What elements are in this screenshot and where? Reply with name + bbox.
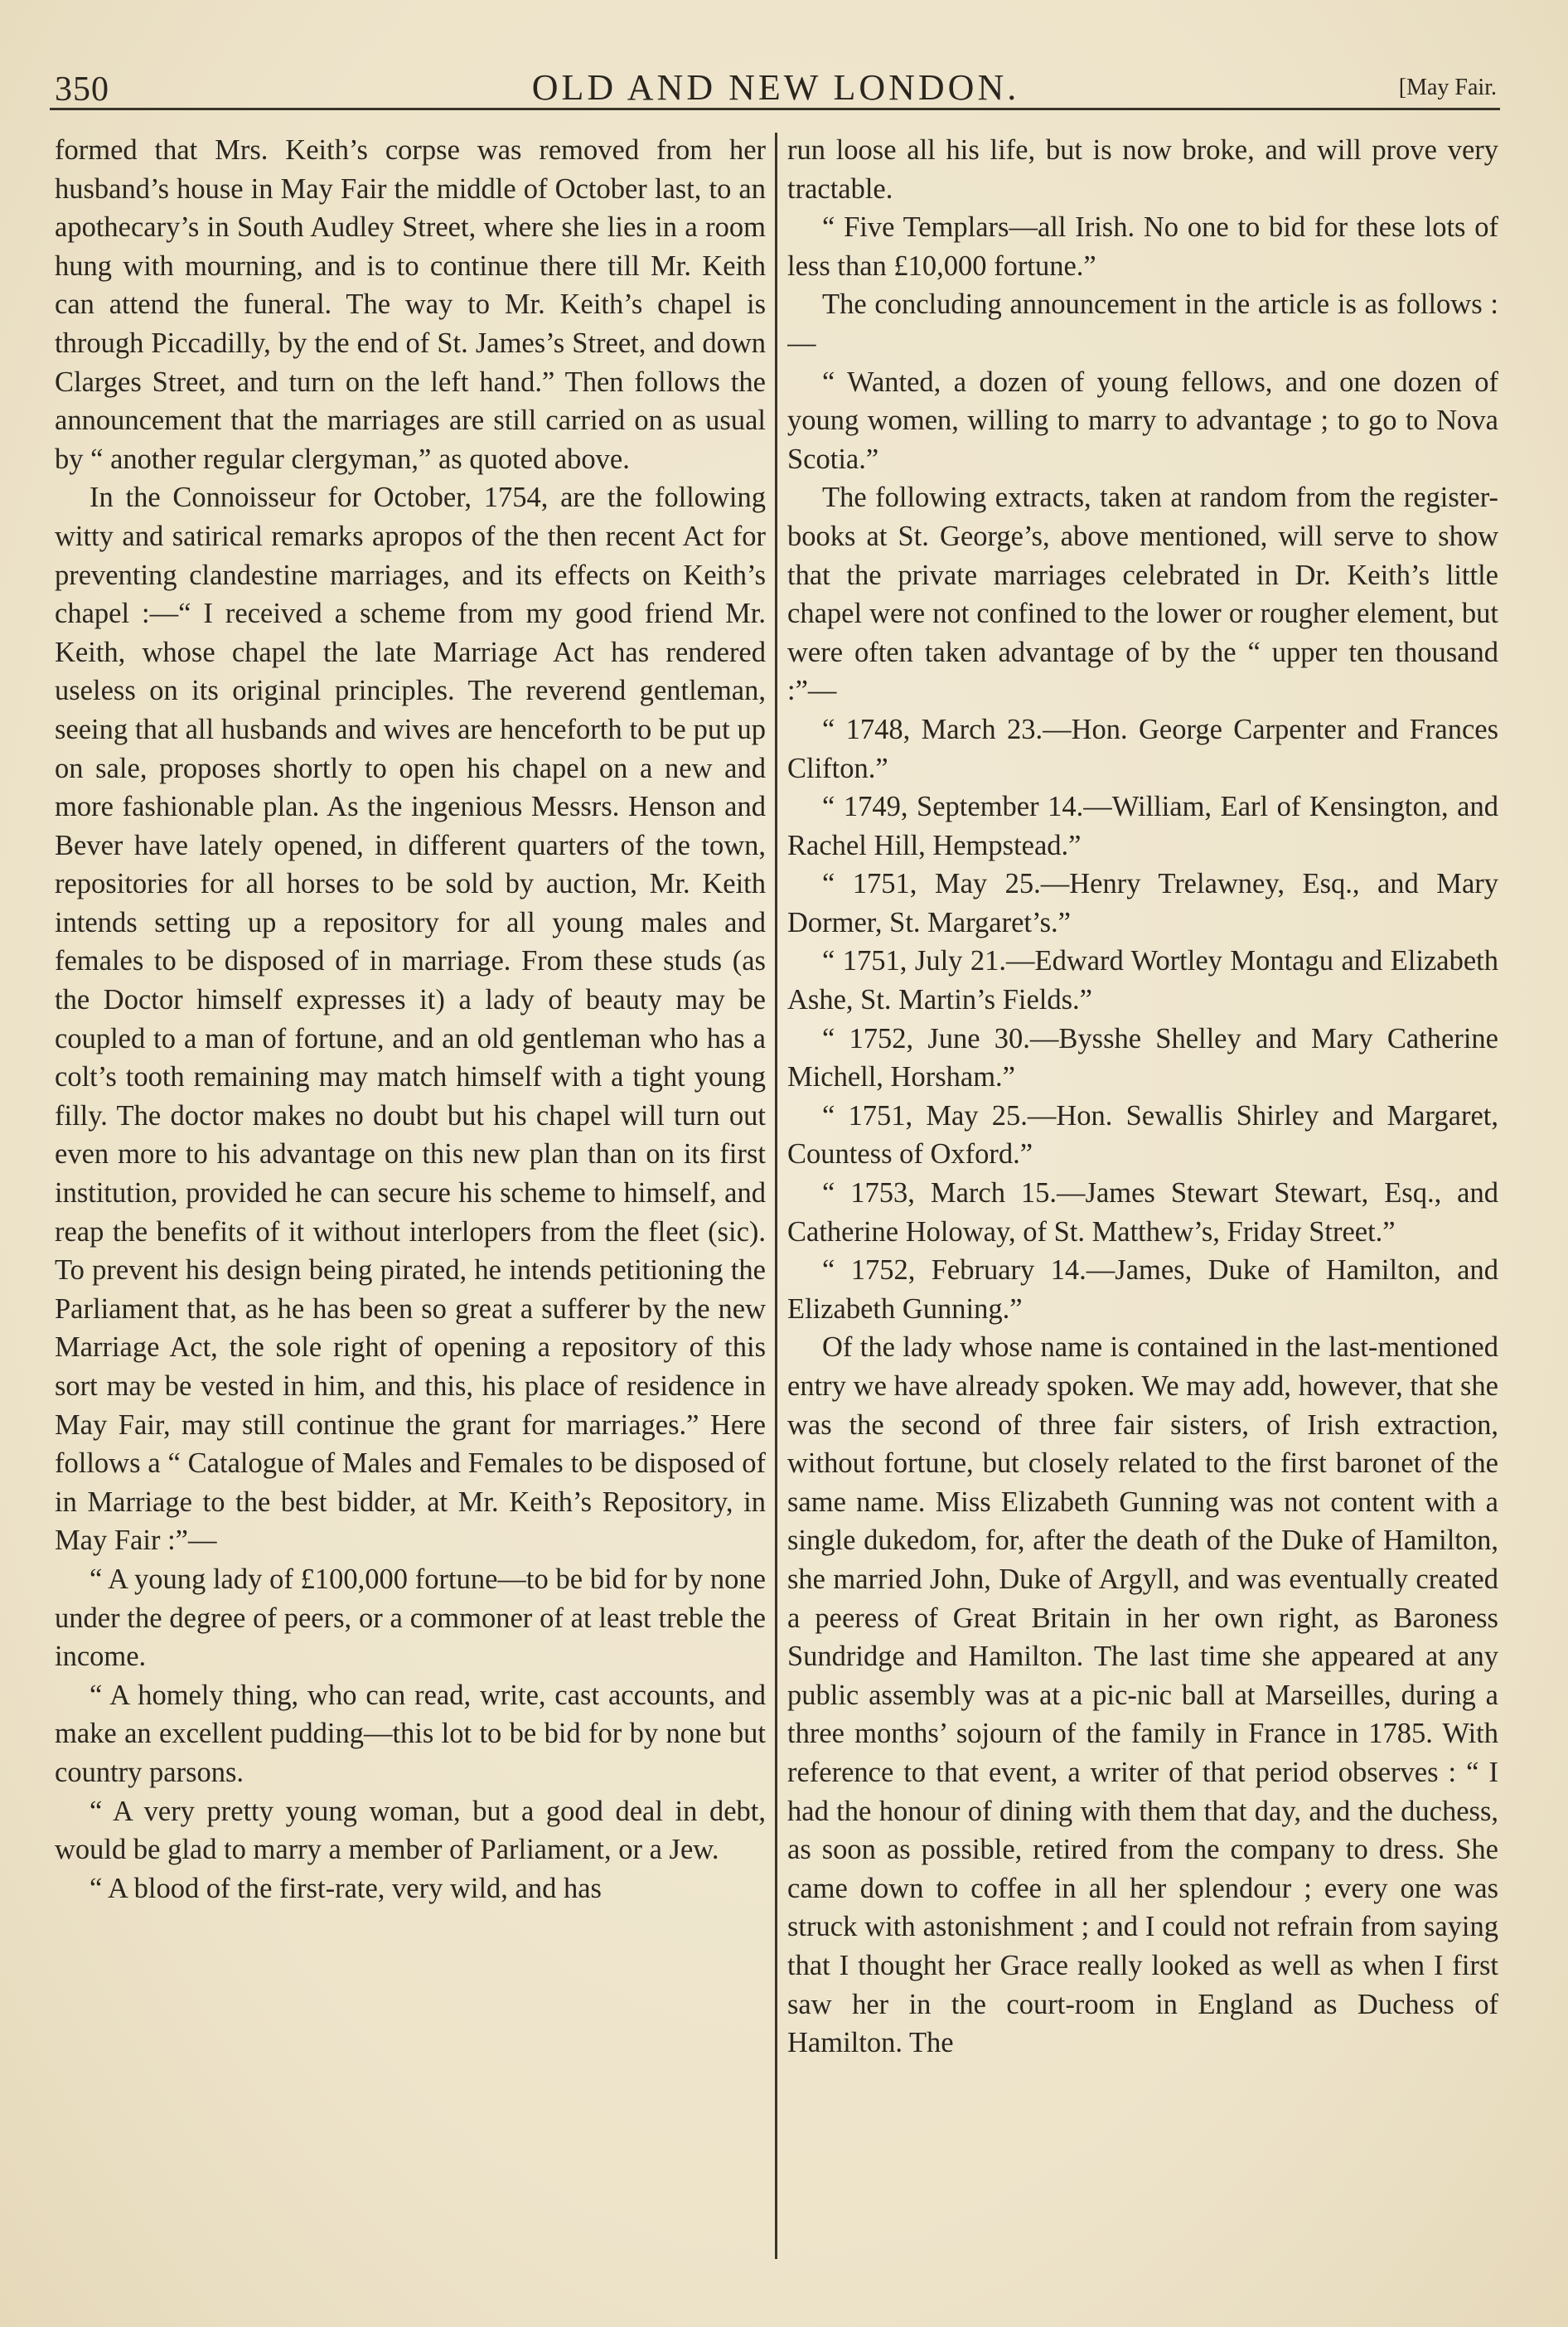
column-divider — [775, 133, 777, 2259]
paragraph: “ A very pretty young woman, but a good deal in debt, would be glad to marry a member of Parliament, or a Jew. — [55, 1795, 766, 1866]
right-column — [787, 131, 1498, 2270]
running-title: OLD AND NEW LONDON. — [531, 67, 1020, 108]
page-header — [55, 60, 1497, 109]
header-rule — [50, 108, 1500, 110]
register-entry: “ 1751, May 25.—Henry Trelawney, Esq., and Mary Dormer, St. Margaret’s.” — [787, 868, 1498, 938]
page-number: 350 — [55, 70, 109, 109]
paragraph: In the Connoisseur for October, 1754, are the following witty and satirical remarks apropos of the then recent Act for preventing clandestine marriages, and its effects on Keith’s chapel :—“ I received a scheme from my good friend Mr. Keith, whose chapel the late Marriage Act has rendered useless on its original principles. The reverend gentleman, seeing that all husbands and wives are henceforth to be put up on sale, proposes shortly to open his chapel on a new and more fashionable plan. As the ingenious Messrs. Henson and Bever have lately opened, in different quarters of the town, repositories for all horses to be sold by auction, Mr. Keith intends setting up a repository for all young males and females to be disposed of in marriage. From these studs (as the Doctor himself expresses it) a lady of beauty may be coupled to a man of fortune, and an old gentleman who has a colt’s tooth remaining may match himself with a tight young filly. The doctor makes no doubt but his chapel will turn out even more to his advantage on this new plan than on its first institution, provided he can secure his scheme to himself, and reap the benefits of it without interlopers from the fleet (sic). To prevent his design being pirated, he intends petitioning the Parliament that, as he has been so great a sufferer by the new Marriage Act, the sole right of opening a repository of this sort may be vested in him, and this, his place of residence in May Fair, may still continue the grant for marriages.” Here follows a “ Catalogue of Males and Females to be disposed of in Marriage to the best bidder, at Mr. Keith’s Repository, in May Fair :”— — [55, 482, 766, 1557]
paragraph: The following extracts, taken at random from the register-books at St. George’s, above mentioned, will serve to show that the private marriages celebrated in Dr. Keith’s little chapel were not confined to the lower or rougher element, but were often taken advantage of by the “ upper ten thousand :”— — [787, 482, 1498, 707]
register-entry: “ 1751, July 21.—Edward Wortley Montagu and Elizabeth Ashe, St. Martin’s Fields.” — [787, 945, 1498, 1016]
register-entry: “ 1749, September 14.—William, Earl of Kensington, and Rachel Hill, Hempstead.” — [787, 791, 1498, 861]
register-entry: “ 1752, June 30.—Bysshe Shelley and Mary Catherine Michell, Horsham.” — [787, 1022, 1498, 1093]
register-entry: “ 1751, May 25.—Hon. Sewallis Shirley and Margaret, Countess of Oxford.” — [787, 1099, 1498, 1171]
paragraph: formed that Mrs. Keith’s corpse was removed from her husband’s house in May Fair the middle of October last, to an apothecary’s in South Audley Street, where she lies in a room hung with mourning, and is to continue there till Mr. Keith can attend the funeral. The way to Mr. Keith’s chapel is through Piccadilly, by the end of St. James’s Street, and down Clarges Street, and turn on the left hand.” Then follows the announcement that the marriages are still carried on as usual by “ another regular clergyman,” as quoted above. — [55, 134, 766, 475]
paragraph: run loose all his life, but is now broke, and will prove very tractable. — [787, 134, 1498, 205]
paragraph: Of the lady whose name is contained in the last-mentioned entry we have already spoken. We may add, however, that she was the second of three fair sisters, of Irish extraction, without fortune, but closely related to the first baronet of the same name. Miss Elizabeth Gunning was not content with a single dukedom, for, after the death of the Duke of Hamilton, she married John, Duke of Argyll, and was eventually created a peeress of Great Britain in her own right, as Baroness Sundridge and Hamilton. The last time she appeared at any public assembly was at a pic-nic ball at Marseilles, during a three months’ sojourn of the family in France in 1785. With reference to that event, a writer of that period observes : “ I had the honour of dining with them that day, and the duchess, as soon as possible, retired from the company to dress. She came down to coffee in all her splendour ; every one was struck with astonishment ; and I could not refrain from saying that I thought her Grace really looked as well as when I first saw her in the court-room in England as Duchess of Hamilton. The — [787, 1331, 1498, 2059]
section-label: [May Fair. — [1398, 75, 1497, 100]
paragraph: “ A homely thing, who can read, write, cast accounts, and make an excellent pudding—this lot to be bid for by none but country parsons. — [55, 1679, 766, 1788]
paragraph: The concluding announcement in the article is as follows :— — [787, 288, 1498, 359]
left-column — [55, 131, 766, 2270]
register-entry: “ 1748, March 23.—Hon. George Carpenter and Frances Clifton.” — [787, 713, 1498, 784]
paragraph: “ A young lady of £100,000 fortune—to be bid for by none under the degree of peers, or a commoner of at least treble the income. — [55, 1563, 766, 1673]
register-entry: “ 1752, February 14.—James, Duke of Hamilton, and Elizabeth Gunning.” — [787, 1254, 1498, 1325]
paragraph: “ Five Templars—all Irish. No one to bid for these lots of less than £10,000 fortune.” — [787, 211, 1498, 282]
paragraph: “ A blood of the first-rate, very wild, and has — [90, 1872, 602, 1904]
register-entry: “ 1753, March 15.—James Stewart Stewart, Esq., and Catherine Holoway, of St. Matthew’s, Friday Street.” — [787, 1177, 1498, 1248]
paragraph: “ Wanted, a dozen of young fellows, and one dozen of young women, willing to marry to advantage ; to go to Nova Scotia.” — [787, 366, 1498, 475]
